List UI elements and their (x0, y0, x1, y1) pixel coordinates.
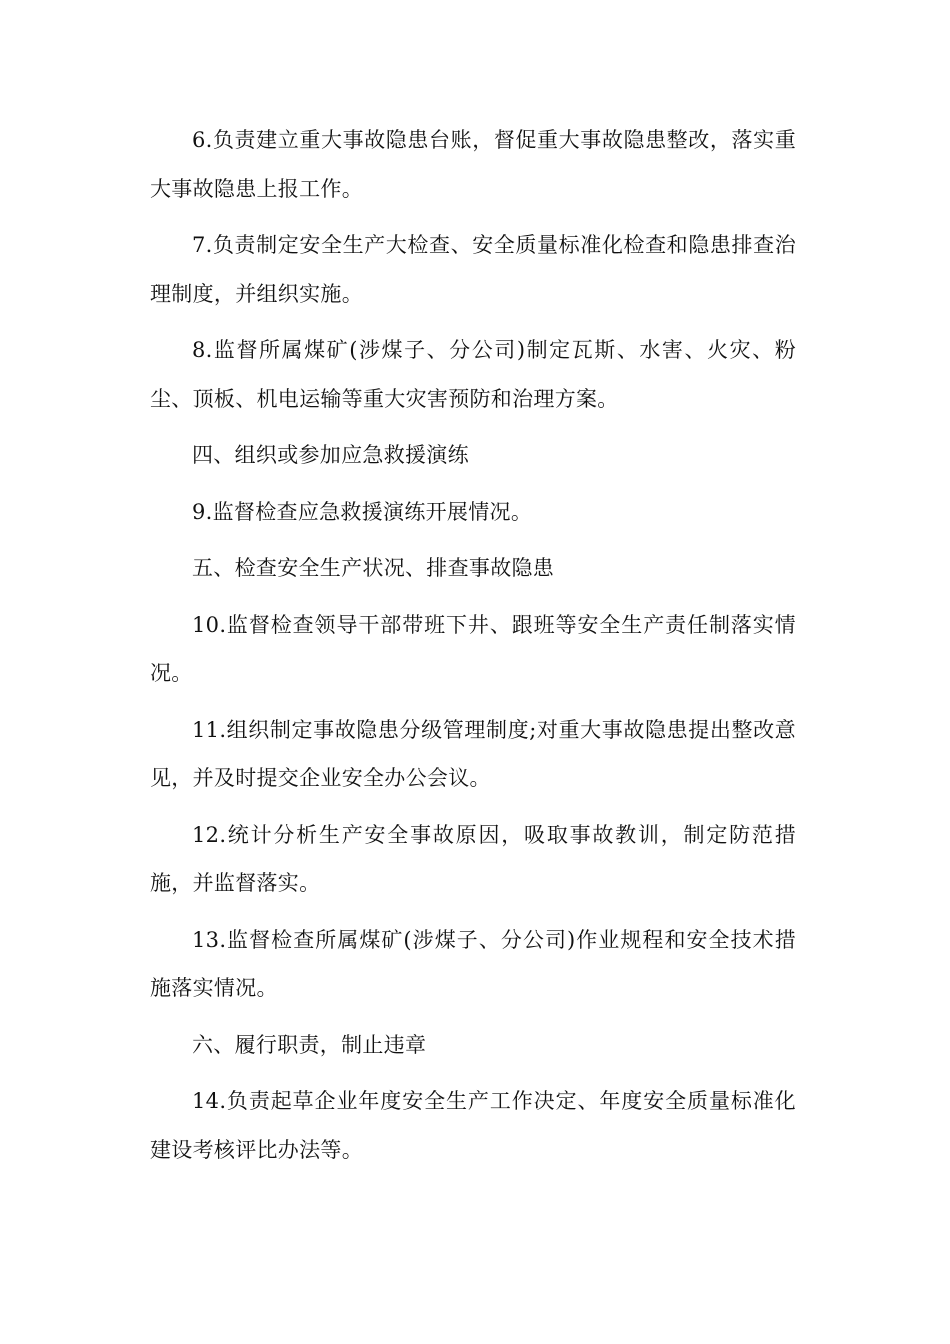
section-heading-5: 五、检查安全生产状况、排查事故隐患 (192, 556, 555, 580)
section-heading-6: 六、履行职责，制止违章 (192, 1032, 427, 1057)
document-body (150, 116, 796, 1182)
paragraph-item-14: 14.负责起草企业年度安全生产工作决定、年度安全质量标准化建设考核评比办法等。 (150, 1089, 796, 1162)
paragraph-item-13: 13.监督检查所属煤矿(涉煤子、分公司)作业规程和安全技术措施落实情况。 (150, 927, 796, 1000)
paragraph-item-10: 10.监督检查领导干部带班下井、跟班等安全生产责任制落实情况。 (150, 612, 796, 685)
paragraph-item-12: 12.统计分析生产安全事故原因，吸取事故教训，制定防范措施，并监督落实。 (150, 822, 796, 895)
paragraph-item-9: 9.监督检查应急救援演练开展情况。 (192, 499, 533, 524)
paragraph-item-11: 11.组织制定事故隐患分级管理制度;对重大事故隐患提出整改意见，并及时提交企业安全办公会议。 (150, 717, 796, 790)
section-heading-4: 四、组织或参加应急救援演练 (192, 443, 469, 467)
paragraph-item-8: 8.监督所属煤矿(涉煤子、分公司)制定瓦斯、水害、火灾、粉尘、顶板、机电运输等重大灾害预防和治理方案。 (150, 338, 796, 411)
paragraph-item-7: 7.负责制定安全生产大检查、安全质量标准化检查和隐患排查治理制度，并组织实施。 (150, 233, 796, 306)
paragraph-item-6: 6.负责建立重大事故隐患台账，督促重大事故隐患整改，落实重大事故隐患上报工作。 (150, 128, 796, 201)
